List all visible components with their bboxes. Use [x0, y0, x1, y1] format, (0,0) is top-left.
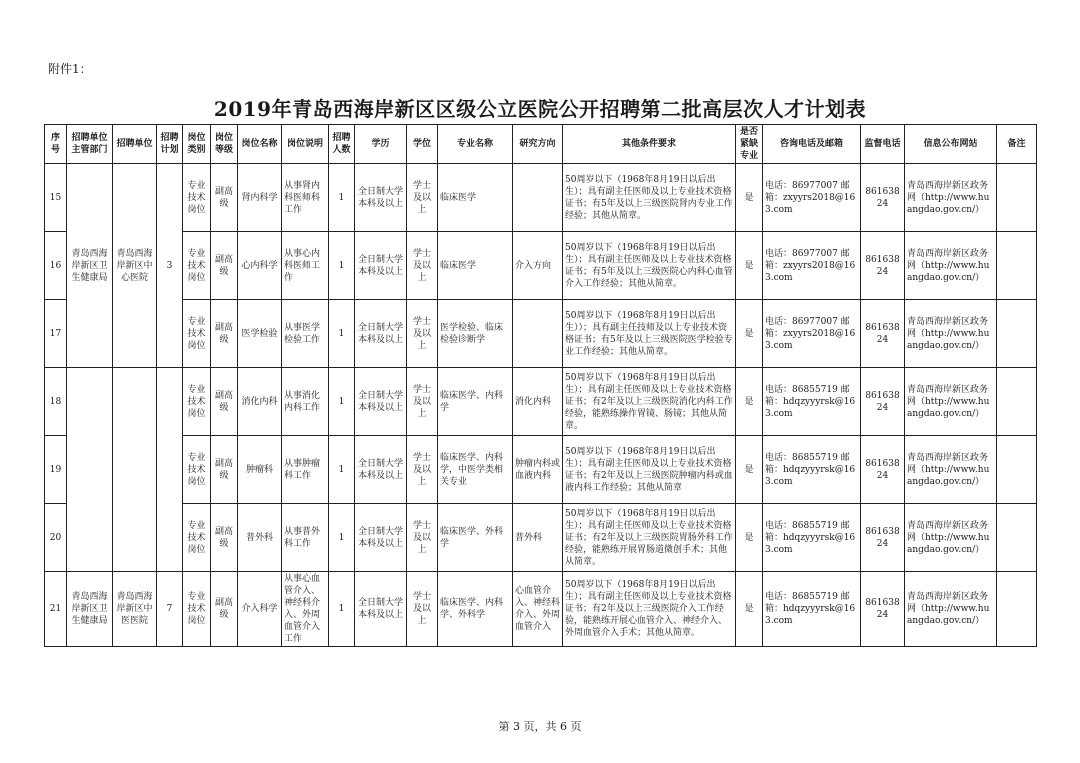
category-cell: 专业技术岗位 — [183, 300, 211, 368]
degree-cell: 学士及以上 — [407, 232, 438, 300]
education-cell: 全日制大学本科及以上 — [355, 164, 407, 232]
direction-cell: 肿瘤内科或血液内科 — [513, 436, 563, 504]
category-cell: 专业技术岗位 — [183, 164, 211, 232]
education-cell: 全日制大学本科及以上 — [355, 232, 407, 300]
unit-cell: 青岛西海岸新区中心医院 — [113, 164, 157, 368]
position-name-cell: 肾内科学 — [238, 164, 282, 232]
position-desc-cell: 从事心内科医师工作 — [282, 232, 329, 300]
conditions-cell: 50周岁以下（1968年8月19日以后出生）；具有副主任医师及以上专业技术资格证书；有5年及以上三级医院心内科心血管介入工作经验；其他从简章。 — [563, 232, 736, 300]
header-cell: 序号 — [45, 125, 67, 164]
remark-cell — [997, 300, 1037, 368]
position-name-cell: 心内科学 — [238, 232, 282, 300]
remark-cell — [997, 368, 1037, 436]
category-cell: 专业技术岗位 — [183, 232, 211, 300]
position-name-cell: 普外科 — [238, 504, 282, 572]
header-cell: 监督电话 — [861, 125, 905, 164]
shortage-cell: 是 — [736, 572, 763, 647]
position-desc-cell: 从事肿瘤科工作 — [282, 436, 329, 504]
degree-cell: 学士及以上 — [407, 368, 438, 436]
category-cell: 专业技术岗位 — [183, 436, 211, 504]
position-name-cell: 肿瘤科 — [238, 436, 282, 504]
unit-cell: 青岛西海岸新区中医医院 — [113, 572, 157, 647]
header-cell: 备注 — [997, 125, 1037, 164]
direction-cell: 普外科 — [513, 504, 563, 572]
header-cell: 岗位类别 — [183, 125, 211, 164]
contact-cell: 电话：86855719 邮箱：hdqzyyyrsk@163.com — [763, 572, 861, 647]
supervise-phone-cell: 86163824 — [861, 300, 905, 368]
conditions-cell: 50周岁以下（1968年8月19日以后出生）；具有副主任医师及以上专业技术资格证书；有5年及以上三级医院肾内专业工作经验；其他从简章。 — [563, 164, 736, 232]
direction-cell: 消化内科 — [513, 368, 563, 436]
headcount-cell: 1 — [329, 504, 355, 572]
position-desc-cell: 从事普外科工作 — [282, 504, 329, 572]
position-name-cell: 介入科学 — [238, 572, 282, 647]
headcount-cell: 1 — [329, 164, 355, 232]
shortage-cell: 是 — [736, 164, 763, 232]
plan-count-cell: 3 — [157, 164, 183, 368]
row-number: 18 — [45, 368, 67, 436]
row-number: 21 — [45, 572, 67, 647]
degree-cell: 学士及以上 — [407, 436, 438, 504]
position-desc-cell: 从事医学检验工作 — [282, 300, 329, 368]
annex-label: 附件1： — [48, 62, 92, 76]
level-cell: 副高级 — [211, 436, 238, 504]
remark-cell — [997, 232, 1037, 300]
headcount-cell: 1 — [329, 300, 355, 368]
conditions-cell: 50周岁以下（1968年8月19日以后出生）；具有副主任医师及以上专业技术资格证书；有2年及以上三级医院介入工作经验，能熟练开展心血管介入、神经介入、外周血管介入手术；其他从简章。 — [563, 572, 736, 647]
contact-cell: 电话：86855719 邮箱：hdqzyyyrsk@163.com — [763, 368, 861, 436]
degree-cell: 学士及以上 — [407, 504, 438, 572]
row-number: 15 — [45, 164, 67, 232]
level-cell: 副高级 — [211, 232, 238, 300]
conditions-cell: 50周岁以下（1968年8月19日以后出生）；具有副主任医师及以上专业技术资格证书；有2年及以上三级医院消化内科工作经验，能熟练操作胃镜、肠镜；其他从简章。 — [563, 368, 736, 436]
header-cell: 岗位等级 — [211, 125, 238, 164]
conditions-cell: 50周岁以下（1968年8月19日以后出生）；具有副主任医师及以上专业技术资格证书；有2年及以上三级医院胃肠外科工作经验，能熟练开展胃肠道微创手术；其他从简章。 — [563, 504, 736, 572]
supervise-phone-cell: 86163824 — [861, 232, 905, 300]
major-cell: 医学检验、临床检验诊断学 — [438, 300, 513, 368]
table-row — [45, 300, 1037, 368]
row-number: 17 — [45, 300, 67, 368]
supervise-phone-cell: 86163824 — [861, 504, 905, 572]
degree-cell: 学士及以上 — [407, 300, 438, 368]
level-cell: 副高级 — [211, 572, 238, 647]
header-cell: 是否紧缺专业 — [736, 125, 763, 164]
department-cell: 青岛西海岸新区卫生健康局 — [67, 164, 113, 368]
header-cell: 学历 — [355, 125, 407, 164]
website-cell: 青岛西海岸新区政务网（http://www.huangdao.gov.cn/） — [905, 164, 997, 232]
header-cell: 信息公布网站 — [905, 125, 997, 164]
table-row — [45, 436, 1037, 504]
conditions-cell: 50周岁以下（1968年8月19日以后出生）；具有副主任医师及以上专业技术资格证书；有2年及以上三级医院肿瘤内科或血液内科工作经验；其他从简章 — [563, 436, 736, 504]
remark-cell — [997, 436, 1037, 504]
education-cell: 全日制大学本科及以上 — [355, 504, 407, 572]
supervise-phone-cell: 86163824 — [861, 436, 905, 504]
page-title: 2019年青岛西海岸新区区级公立医院公开招聘第二批高层次人才计划表 — [213, 97, 867, 121]
table-row — [45, 504, 1037, 572]
degree-cell: 学士及以上 — [407, 164, 438, 232]
level-cell: 副高级 — [211, 504, 238, 572]
table-row — [45, 368, 1037, 436]
header-cell: 学位 — [407, 125, 438, 164]
supervise-phone-cell: 86163824 — [861, 572, 905, 647]
header-cell: 招聘人数 — [329, 125, 355, 164]
remark-cell — [997, 164, 1037, 232]
level-cell: 副高级 — [211, 368, 238, 436]
headcount-cell: 1 — [329, 436, 355, 504]
major-cell: 临床医学、内科学、外科学 — [438, 572, 513, 647]
direction-cell: 心血管介入、神经科介入、外周血管介入 — [513, 572, 563, 647]
remark-cell — [997, 572, 1037, 647]
level-cell: 副高级 — [211, 164, 238, 232]
direction-cell: 介入方向 — [513, 232, 563, 300]
position-desc-cell: 从事心血管介入、神经科介入、外周血管介入工作 — [282, 572, 329, 647]
shortage-cell: 是 — [736, 368, 763, 436]
page-footer: 第 3 页，共 6 页 — [498, 720, 582, 733]
header-cell: 研究方向 — [513, 125, 563, 164]
website-cell: 青岛西海岸新区政务网（http://www.huangdao.gov.cn/） — [905, 232, 997, 300]
headcount-cell: 1 — [329, 232, 355, 300]
contact-cell: 电话：86977007 邮箱：zxyyrs2018@163.com — [763, 232, 861, 300]
unit-cell — [113, 368, 157, 572]
category-cell: 专业技术岗位 — [183, 572, 211, 647]
supervise-phone-cell: 86163824 — [861, 164, 905, 232]
category-cell: 专业技术岗位 — [183, 504, 211, 572]
direction-cell — [513, 164, 563, 232]
category-cell: 专业技术岗位 — [183, 368, 211, 436]
header-cell: 岗位说明 — [282, 125, 329, 164]
contact-cell: 电话：86977007 邮箱：zxyyrs2018@163.com — [763, 164, 861, 232]
position-name-cell: 消化内科 — [238, 368, 282, 436]
position-name-cell: 医学检验 — [238, 300, 282, 368]
major-cell: 临床医学、内科学 — [438, 368, 513, 436]
header-cell: 招聘单位 — [113, 125, 157, 164]
row-number: 19 — [45, 436, 67, 504]
level-cell: 副高级 — [211, 300, 238, 368]
header-cell: 其他条件要求 — [563, 125, 736, 164]
headcount-cell: 1 — [329, 368, 355, 436]
recruitment-plan-table — [44, 124, 1037, 647]
website-cell: 青岛西海岸新区政务网（http://www.huangdao.gov.cn/） — [905, 368, 997, 436]
shortage-cell: 是 — [736, 504, 763, 572]
major-cell: 临床医学 — [438, 232, 513, 300]
position-desc-cell: 从事肾内科医师科工作 — [282, 164, 329, 232]
plan-count-cell: 7 — [157, 572, 183, 647]
contact-cell: 电话：86977007 邮箱：zxyyrs2018@163.com — [763, 300, 861, 368]
website-cell: 青岛西海岸新区政务网（http://www.huangdao.gov.cn/） — [905, 436, 997, 504]
table-row — [45, 572, 1037, 647]
department-cell — [67, 368, 113, 572]
header-cell: 招聘计划 — [157, 125, 183, 164]
contact-cell: 电话：86855719 邮箱：hdqzyyyrsk@163.com — [763, 436, 861, 504]
row-number: 16 — [45, 232, 67, 300]
major-cell: 临床医学 — [438, 164, 513, 232]
website-cell: 青岛西海岸新区政务网（http://www.huangdao.gov.cn/） — [905, 504, 997, 572]
table-row — [45, 232, 1037, 300]
header-cell: 岗位名称 — [238, 125, 282, 164]
table-row — [45, 164, 1037, 232]
major-cell: 临床医学、内科学，中医学类相关专业 — [438, 436, 513, 504]
row-number: 20 — [45, 504, 67, 572]
header-cell: 咨询电话及邮箱 — [763, 125, 861, 164]
education-cell: 全日制大学本科及以上 — [355, 572, 407, 647]
plan-count-cell — [157, 368, 183, 572]
major-cell: 临床医学、外科学 — [438, 504, 513, 572]
direction-cell — [513, 300, 563, 368]
department-cell: 青岛西海岸新区卫生健康局 — [67, 572, 113, 647]
conditions-cell: 50周岁以下（1968年8月19日以后出生））；具有副主任技师及以上专业技术资格证书；有5年及以上三级医院医学检验专业工作经验；其他从简章。 — [563, 300, 736, 368]
remark-cell — [997, 504, 1037, 572]
header-cell: 招聘单位主管部门 — [67, 125, 113, 164]
education-cell: 全日制大学本科及以上 — [355, 436, 407, 504]
education-cell: 全日制大学本科及以上 — [355, 368, 407, 436]
shortage-cell: 是 — [736, 232, 763, 300]
website-cell: 青岛西海岸新区政务网（http://www.huangdao.gov.cn/） — [905, 300, 997, 368]
website-cell: 青岛西海岸新区政务网（http://www.huangdao.gov.cn/） — [905, 572, 997, 647]
contact-cell: 电话：86855719 邮箱：hdqzyyyrsk@163.com — [763, 504, 861, 572]
shortage-cell: 是 — [736, 300, 763, 368]
table-header-row — [45, 125, 1037, 164]
degree-cell: 学士及以上 — [407, 572, 438, 647]
supervise-phone-cell: 86163824 — [861, 368, 905, 436]
education-cell: 全日制大学本科及以上 — [355, 300, 407, 368]
position-desc-cell: 从事消化内科工作 — [282, 368, 329, 436]
shortage-cell: 是 — [736, 436, 763, 504]
header-cell: 专业名称 — [438, 125, 513, 164]
headcount-cell: 1 — [329, 572, 355, 647]
